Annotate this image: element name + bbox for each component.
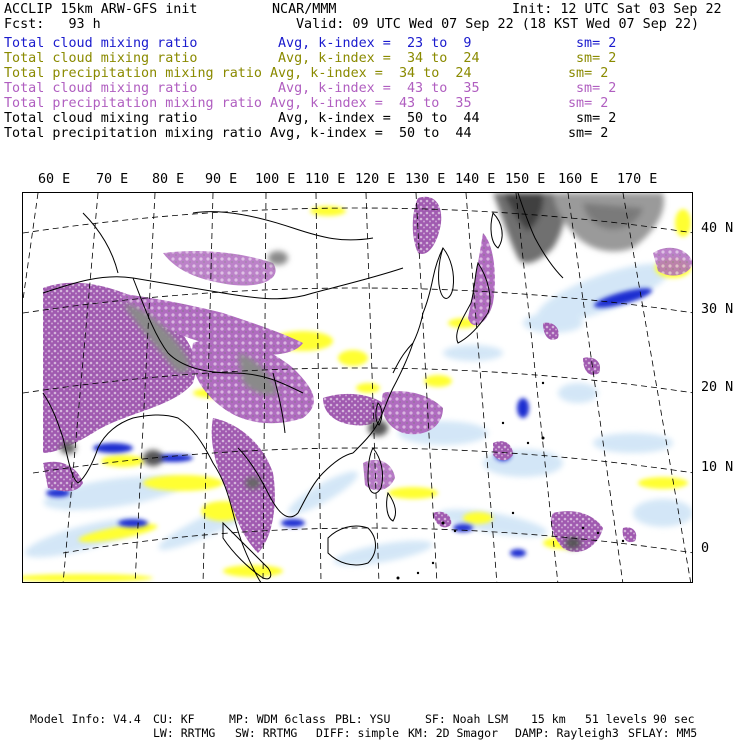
legend-avg-6: Avg, k-index = 50 to 44 bbox=[278, 111, 480, 126]
lon-label-140e: 140 E bbox=[455, 172, 496, 187]
lat-label-30n: 30 N bbox=[701, 302, 734, 317]
legend-field-2: Total cloud mixing ratio bbox=[4, 51, 198, 66]
legend-avg-1: Avg, k-index = 23 to 9 bbox=[278, 36, 472, 51]
footer-mp: MP: WDM 6class bbox=[229, 712, 326, 726]
legend-field-7: Total precipitation mixing ratio bbox=[4, 126, 262, 141]
lon-label-80e: 80 E bbox=[152, 172, 185, 187]
footer-timestep: 90 sec bbox=[653, 712, 695, 726]
legend-sm-4: sm= 2 bbox=[576, 81, 617, 96]
legend-sm-7: sm= 2 bbox=[568, 126, 609, 141]
lon-label-120e: 120 E bbox=[355, 172, 396, 187]
footer-sflay: SFLAY: MM5 bbox=[628, 726, 698, 740]
footer-pbl: PBL: YSU bbox=[335, 712, 391, 726]
legend-avg-7: Avg, k-index = 50 to 44 bbox=[270, 126, 472, 141]
lat-label-10n: 10 N bbox=[701, 460, 734, 475]
legend-sm-2: sm= 2 bbox=[576, 51, 617, 66]
valid-time: Valid: 09 UTC Wed 07 Sep 22 (18 KST Wed 07 Sep 22) bbox=[296, 17, 700, 32]
lon-label-150e: 150 E bbox=[505, 172, 546, 187]
legend-sm-3: sm= 2 bbox=[568, 66, 609, 81]
legend-field-1: Total cloud mixing ratio bbox=[4, 36, 198, 51]
legend-field-4: Total cloud mixing ratio bbox=[4, 81, 198, 96]
lon-label-170e: 170 E bbox=[617, 172, 658, 187]
legend-avg-5: Avg, k-index = 43 to 35 bbox=[270, 96, 472, 111]
legend-avg-2: Avg, k-index = 34 to 24 bbox=[278, 51, 480, 66]
footer-lw: LW: RRTMG bbox=[153, 726, 216, 740]
lat-label-40n: 40 N bbox=[701, 221, 734, 236]
footer-levels: 51 levels bbox=[585, 712, 648, 726]
forecast-map[interactable] bbox=[22, 192, 693, 583]
footer-resolution: 15 km bbox=[531, 712, 566, 726]
footer-km: KM: 2D Smagor bbox=[408, 726, 499, 740]
organization-label: NCAR/MMM bbox=[272, 2, 337, 17]
lat-label-0: 0 bbox=[701, 541, 710, 556]
legend-sm-6: sm= 2 bbox=[576, 111, 617, 126]
map-canvas bbox=[23, 193, 693, 583]
footer-cu: CU: KF bbox=[153, 712, 195, 726]
footer-sf: SF: Noah LSM bbox=[425, 712, 509, 726]
legend-field-6: Total cloud mixing ratio bbox=[4, 111, 198, 126]
lon-label-160e: 160 E bbox=[558, 172, 599, 187]
forecast-hour: Fcst: 93 h bbox=[4, 17, 101, 32]
lon-label-90e: 90 E bbox=[205, 172, 238, 187]
model-title: ACCLIP 15km ARW-GFS init bbox=[4, 2, 198, 17]
footer-model-info: Model Info: V4.4 bbox=[30, 712, 141, 726]
lat-label-20n: 20 N bbox=[701, 380, 734, 395]
lon-label-110e: 110 E bbox=[305, 172, 346, 187]
footer-diff: DIFF: simple bbox=[316, 726, 400, 740]
legend-field-5: Total precipitation mixing ratio bbox=[4, 96, 262, 111]
lon-label-100e: 100 E bbox=[255, 172, 296, 187]
legend-sm-1: sm= 2 bbox=[576, 36, 617, 51]
legend-field-3: Total precipitation mixing ratio bbox=[4, 66, 262, 81]
footer-damp: DAMP: Rayleigh3 bbox=[515, 726, 619, 740]
legend-avg-4: Avg, k-index = 43 to 35 bbox=[278, 81, 480, 96]
lon-label-70e: 70 E bbox=[96, 172, 129, 187]
legend-avg-3: Avg, k-index = 34 to 24 bbox=[270, 66, 472, 81]
footer-sw: SW: RRTMG bbox=[235, 726, 298, 740]
lon-label-130e: 130 E bbox=[405, 172, 446, 187]
init-time: Init: 12 UTC Sat 03 Sep 22 bbox=[512, 2, 722, 17]
legend-sm-5: sm= 2 bbox=[568, 96, 609, 111]
lon-label-60e: 60 E bbox=[38, 172, 71, 187]
